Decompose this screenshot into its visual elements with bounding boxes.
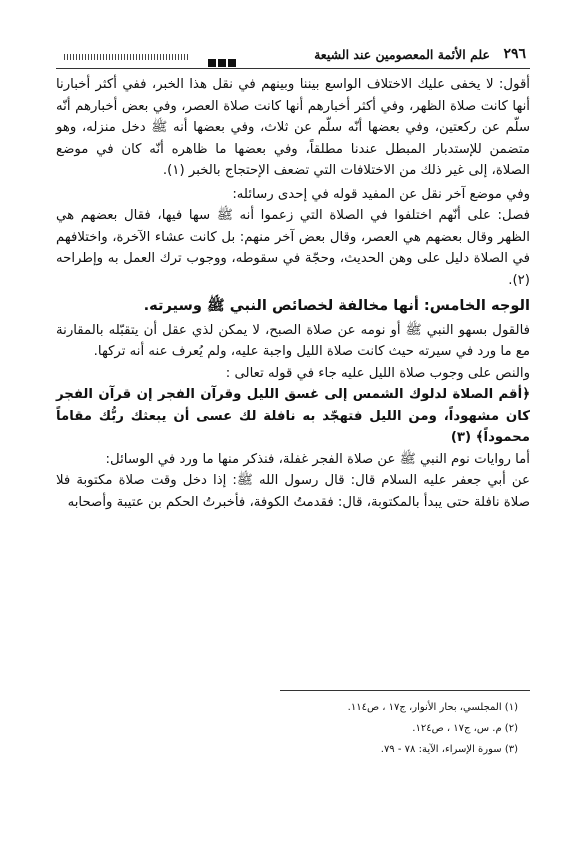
running-header [56, 46, 530, 68]
footnote-1: (١) المجلسي، بحار الأنوار، ج١٧ ، ص١١٤. [347, 702, 518, 713]
quran-verse: ﴿أقم الصلاة لدلوك الشمس إلى غسق الليل وقرآن الفجر إن قرآن الفجر كان مشهوداً، ومن الليل فتهجّد به نافلة لك عسى أن يبعثك ربُّك مقاماً محموداً﴾ (٣) [56, 387, 530, 445]
section-heading: الوجه الخامس: أنها مخالفة لخصائص النبي ﷺ وسيرته. [143, 297, 530, 314]
paragraph-6: أما روايات نوم النبي ﷺ عن صلاة الفجر غفلة، فنذكر منها ما ورد في الوسائل: [105, 451, 530, 467]
paragraph-4: فالقول بسهو النبي ﷺ أو نومه عن صلاة الصبح، لا يمكن لذي عقل أن يتقبّله بالمقارنة مع ما ورد في سيرته حيث كانت صلاة الليل واجبة عليه، ولم يُعرف عنه أنه تركها. [56, 322, 530, 359]
paragraph-5: والنص على وجوب صلاة الليل عليه جاء في قوله تعالى : [225, 365, 530, 381]
body-text [56, 74, 530, 513]
header-ornament-band [64, 54, 190, 60]
paragraph-1: أقول: لا يخفى عليك الاختلاف الواسع بيننا وبينهم في نقل هذا الخبر، ففي أكثر أخبارنا أنها كانت صلاة الظهر، وفي أكثر أخبارهم أنها كانت صلاة العصر، وفي بعض أخبارهم أنّه سلّم عن ركعتين، وفي بعضها أنّه سلّم عن ثلاث، وفي بعضها أنه ﷺ دخل منزله، وهو متضمن للإستدبار المبطل عندنا مطلقاً، وفي بعضها ما ظاهره أنّه كان في موضع الصلاة، إلى غير ذلك من الاختلافات التي تضعف الإحتجاج بالخبر (١). [56, 77, 530, 178]
header-rule [56, 68, 530, 69]
paragraph-7: عن أبي جعفر عليه السلام قال: قال رسول الله ﷺ: إذا دخل وقت صلاة مكتوبة فلا صلاة نافلة حتى يبدأ بالمكتوبة، قال: فقدمتُ الكوفة، فأخبرتُ الحكم بن عتيبة وأصحابه [56, 473, 530, 510]
paragraph-3: فصل: على أنّهم اختلفوا في الصلاة التي زعموا أنه ﷺ سها فيها، فقال بعضهم هي الظهر وقال بعضهم هي العصر، وقال بعض آخر منهم: بل كانت عشاء الآخرة، واختلافهم في الصلاة دليل على وهن الحديث، وحجّة في سقوطه، ووجوب ترك العمل به وإطراحه (٢). [56, 208, 530, 288]
footnotes [56, 697, 518, 760]
footnote-2: (٢) م. س، ج١٧ ، ص١٢٤. [412, 723, 518, 734]
page-number: ٢٩٦ [503, 46, 526, 62]
paragraph-2: وفي موضع آخر نقل عن المفيد قوله في إحدى رسائله: [232, 186, 530, 202]
footnote-3: (٣) سورة الإسراء، الآية: ٧٨ - ٧٩. [380, 744, 518, 755]
running-title: علم الأئمة المعصومين عند الشيعة [314, 47, 490, 62]
footnote-rule [280, 690, 530, 691]
